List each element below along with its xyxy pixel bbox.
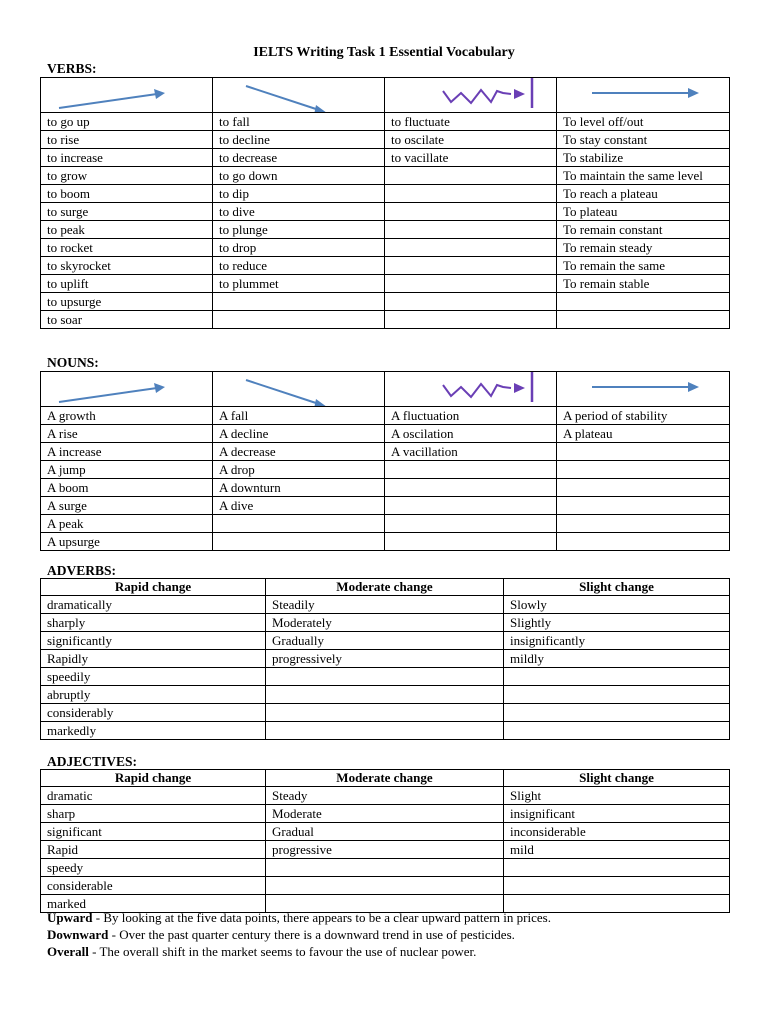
- table-cell: A period of stability: [557, 407, 730, 425]
- table-row: [41, 221, 730, 239]
- table-cell: [504, 722, 730, 740]
- table-row: [41, 632, 730, 650]
- table-cell: [213, 515, 385, 533]
- table-cell: insignificant: [504, 805, 730, 823]
- example-text: - The overall shift in the market seems to favour the use of nuclear power.: [88, 944, 477, 959]
- table-cell: dramatic: [41, 787, 266, 805]
- table-cell: [385, 479, 557, 497]
- table-row: [41, 461, 730, 479]
- table-cell: considerable: [41, 877, 266, 895]
- table-cell: considerably: [41, 704, 266, 722]
- adjectives-label: ADJECTIVES:: [47, 754, 138, 769]
- table-cell: [557, 293, 730, 311]
- table-cell: to rocket: [41, 239, 213, 257]
- table-cell: to fall: [213, 113, 385, 131]
- table-row: [41, 407, 730, 425]
- icon-cell: [213, 372, 385, 407]
- table-cell: [385, 275, 557, 293]
- table-cell: sharply: [41, 614, 266, 632]
- table-cell: A boom: [41, 479, 213, 497]
- table-cell: [557, 311, 730, 329]
- table-cell: inconsiderable: [504, 823, 730, 841]
- example-overall: [47, 943, 476, 960]
- table-cell: speedy: [41, 859, 266, 877]
- icon-cell: [213, 78, 385, 113]
- icon-cell: [385, 372, 557, 407]
- table-cell: [557, 479, 730, 497]
- table-cell: Slowly: [504, 596, 730, 614]
- column-header: Moderate change: [266, 579, 504, 596]
- table-row: [41, 596, 730, 614]
- table-cell: to decline: [213, 131, 385, 149]
- table-cell: Slight: [504, 787, 730, 805]
- table-row: [41, 185, 730, 203]
- table-cell: [385, 239, 557, 257]
- table-cell: to grow: [41, 167, 213, 185]
- table-cell: to vacillate: [385, 149, 557, 167]
- header-row: [41, 770, 730, 787]
- table-cell: [385, 497, 557, 515]
- table-row: [41, 877, 730, 895]
- table-cell: Gradual: [266, 823, 504, 841]
- table-row: [41, 704, 730, 722]
- table-cell: A vacillation: [385, 443, 557, 461]
- table-cell: [385, 461, 557, 479]
- adjectives-table: [40, 769, 730, 913]
- table-row: [41, 497, 730, 515]
- example-downward: [47, 926, 515, 943]
- table-row: [41, 805, 730, 823]
- table-row: [41, 131, 730, 149]
- icon-cell: [41, 372, 213, 407]
- table-cell: [504, 668, 730, 686]
- table-row: [41, 479, 730, 497]
- example-term: Overall: [47, 944, 89, 959]
- table-cell: to peak: [41, 221, 213, 239]
- table-cell: [385, 293, 557, 311]
- table-cell: to decrease: [213, 149, 385, 167]
- table-cell: [213, 311, 385, 329]
- table-cell: A upsurge: [41, 533, 213, 551]
- table-row: [41, 533, 730, 551]
- example-term: Upward: [47, 910, 93, 925]
- table-cell: to skyrocket: [41, 257, 213, 275]
- nouns-label: NOUNS:: [47, 355, 99, 370]
- table-cell: [557, 533, 730, 551]
- table-cell: To remain stable: [557, 275, 730, 293]
- table-row: [41, 425, 730, 443]
- table-cell: A drop: [213, 461, 385, 479]
- table-cell: to fluctuate: [385, 113, 557, 131]
- table-cell: [385, 185, 557, 203]
- table-cell: [266, 877, 504, 895]
- example-text: - By looking at the five data points, there appears to be a clear upward pattern in prices.: [92, 910, 551, 925]
- table-cell: [504, 859, 730, 877]
- table-cell: to boom: [41, 185, 213, 203]
- table-cell: to uplift: [41, 275, 213, 293]
- column-header: Rapid change: [41, 579, 266, 596]
- table-cell: A growth: [41, 407, 213, 425]
- column-header: Moderate change: [266, 770, 504, 787]
- icon-cell: [385, 78, 557, 113]
- table-row: [41, 275, 730, 293]
- column-header: Rapid change: [41, 770, 266, 787]
- table-row: [41, 443, 730, 461]
- table-cell: To maintain the same level: [557, 167, 730, 185]
- table-cell: To stay constant: [557, 131, 730, 149]
- table-cell: A fall: [213, 407, 385, 425]
- page-title: IELTS Writing Task 1 Essential Vocabulary: [253, 45, 515, 60]
- table-cell: [385, 203, 557, 221]
- example-upward: [47, 909, 551, 926]
- upward-trend-arrow-icon: [41, 78, 213, 112]
- table-cell: abruptly: [41, 686, 266, 704]
- table-cell: to surge: [41, 203, 213, 221]
- table-cell: to dip: [213, 185, 385, 203]
- icon-cell: [557, 372, 730, 407]
- table-cell: [385, 533, 557, 551]
- table-cell: to plummet: [213, 275, 385, 293]
- table-cell: [213, 293, 385, 311]
- verbs-table: [40, 77, 730, 329]
- table-cell: A downturn: [213, 479, 385, 497]
- table-cell: A rise: [41, 425, 213, 443]
- table-cell: Moderately: [266, 614, 504, 632]
- table-cell: To remain constant: [557, 221, 730, 239]
- table-row: [41, 167, 730, 185]
- table-cell: A peak: [41, 515, 213, 533]
- downward-trend-arrow-icon: [213, 78, 385, 112]
- table-row: [41, 841, 730, 859]
- table-cell: [266, 686, 504, 704]
- table-cell: Rapidly: [41, 650, 266, 668]
- table-cell: to soar: [41, 311, 213, 329]
- table-cell: To remain the same: [557, 257, 730, 275]
- table-cell: A dive: [213, 497, 385, 515]
- table-cell: To remain steady: [557, 239, 730, 257]
- table-cell: [266, 668, 504, 686]
- fluctuation-zigzag-icon: [385, 372, 557, 406]
- adverbs-table: [40, 578, 730, 740]
- table-cell: to increase: [41, 149, 213, 167]
- table-cell: [385, 311, 557, 329]
- table-cell: To stabilize: [557, 149, 730, 167]
- table-cell: A jump: [41, 461, 213, 479]
- table-cell: Steady: [266, 787, 504, 805]
- fluctuation-zigzag-icon: [385, 78, 557, 112]
- example-text: - Over the past quarter century there is a downward trend in use of pesticides.: [108, 927, 515, 942]
- table-cell: A plateau: [557, 425, 730, 443]
- table-row: [41, 722, 730, 740]
- icon-cell: [557, 78, 730, 113]
- icon-row: [41, 372, 730, 407]
- table-cell: [557, 515, 730, 533]
- column-header: Slight change: [504, 579, 730, 596]
- table-cell: A surge: [41, 497, 213, 515]
- icon-row: [41, 78, 730, 113]
- table-cell: A decline: [213, 425, 385, 443]
- table-cell: [385, 167, 557, 185]
- table-cell: A oscilation: [385, 425, 557, 443]
- table-cell: mild: [504, 841, 730, 859]
- table-cell: to rise: [41, 131, 213, 149]
- table-cell: [557, 461, 730, 479]
- table-cell: [266, 704, 504, 722]
- table-row: [41, 257, 730, 275]
- table-cell: [504, 877, 730, 895]
- table-cell: [266, 859, 504, 877]
- column-header: Slight change: [504, 770, 730, 787]
- table-cell: [557, 443, 730, 461]
- table-row: [41, 668, 730, 686]
- icon-cell: [41, 78, 213, 113]
- table-row: [41, 650, 730, 668]
- table-cell: significant: [41, 823, 266, 841]
- table-cell: to upsurge: [41, 293, 213, 311]
- table-row: [41, 859, 730, 877]
- level-trend-arrow-icon: [557, 372, 729, 406]
- table-cell: Moderate: [266, 805, 504, 823]
- table-cell: progressively: [266, 650, 504, 668]
- table-cell: [504, 704, 730, 722]
- table-row: [41, 614, 730, 632]
- table-cell: A decrease: [213, 443, 385, 461]
- table-cell: Gradually: [266, 632, 504, 650]
- table-cell: to go up: [41, 113, 213, 131]
- table-cell: [385, 515, 557, 533]
- table-cell: to dive: [213, 203, 385, 221]
- table-cell: [213, 533, 385, 551]
- table-row: [41, 823, 730, 841]
- table-cell: to go down: [213, 167, 385, 185]
- table-cell: To reach a plateau: [557, 185, 730, 203]
- table-row: [41, 203, 730, 221]
- table-row: [41, 311, 730, 329]
- header-row: [41, 579, 730, 596]
- table-cell: [504, 686, 730, 704]
- table-row: [41, 515, 730, 533]
- table-cell: [557, 497, 730, 515]
- table-cell: To level off/out: [557, 113, 730, 131]
- table-cell: to drop: [213, 239, 385, 257]
- table-cell: insignificantly: [504, 632, 730, 650]
- table-row: [41, 149, 730, 167]
- table-cell: [266, 722, 504, 740]
- downward-trend-arrow-icon: [213, 372, 385, 406]
- table-cell: to oscilate: [385, 131, 557, 149]
- adverbs-label: ADVERBS:: [47, 563, 117, 578]
- table-row: [41, 686, 730, 704]
- table-row: [41, 787, 730, 805]
- table-cell: A fluctuation: [385, 407, 557, 425]
- table-cell: A increase: [41, 443, 213, 461]
- table-cell: [385, 257, 557, 275]
- table-cell: sharp: [41, 805, 266, 823]
- table-cell: Steadily: [266, 596, 504, 614]
- upward-trend-arrow-icon: [41, 372, 213, 406]
- verbs-label: VERBS:: [47, 61, 97, 76]
- nouns-table: [40, 371, 730, 551]
- table-cell: marked: [41, 895, 266, 913]
- table-cell: [385, 221, 557, 239]
- table-cell: to reduce: [213, 257, 385, 275]
- table-row: [41, 113, 730, 131]
- table-cell: mildly: [504, 650, 730, 668]
- table-cell: markedly: [41, 722, 266, 740]
- table-cell: Rapid: [41, 841, 266, 859]
- table-cell: Slightly: [504, 614, 730, 632]
- table-row: [41, 293, 730, 311]
- table-cell: progressive: [266, 841, 504, 859]
- example-term: Downward: [47, 927, 109, 942]
- table-cell: to plunge: [213, 221, 385, 239]
- table-cell: To plateau: [557, 203, 730, 221]
- level-trend-arrow-icon: [557, 78, 729, 112]
- table-cell: dramatically: [41, 596, 266, 614]
- table-row: [41, 239, 730, 257]
- table-cell: speedily: [41, 668, 266, 686]
- table-cell: significantly: [41, 632, 266, 650]
